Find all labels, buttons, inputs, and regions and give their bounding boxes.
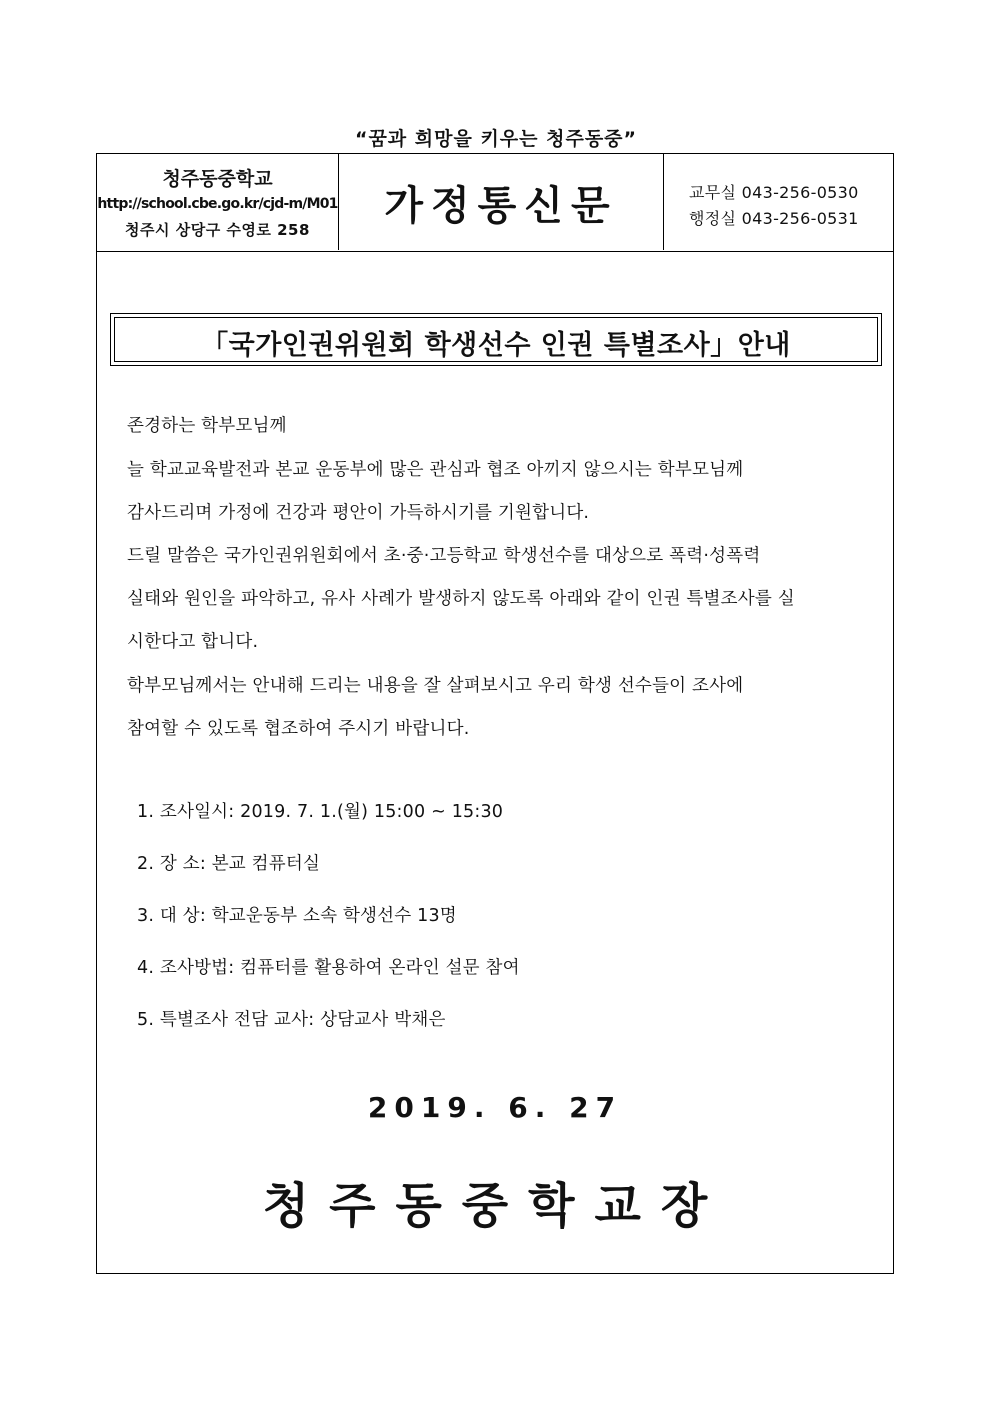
school-name: 청주동중학교 [162, 168, 273, 190]
contact-admin-office [689, 206, 859, 229]
body-line: 학부모님께서는 안내해 드리는 내용을 잘 살펴보시고 우리 학생 선수들이 조사에 [127, 676, 744, 696]
issue-date: 2019. 6. 27 [367, 1091, 623, 1124]
subject-box [110, 313, 882, 366]
greeting: 존경하는 학부모님께 [127, 416, 287, 436]
detail-item: 5. 특별조사 전담 교사: 상담교사 박채은 [137, 1010, 446, 1030]
body-line: 참여할 수 있도록 협조하여 주시기 바랍니다. [127, 719, 470, 739]
newsletter-header [97, 154, 893, 252]
contact-label: 교무실 [689, 183, 737, 202]
contact-phone: 043-256-0531 [741, 209, 859, 228]
detail-item: 2. 장 소: 본교 컴퓨터실 [137, 854, 321, 874]
detail-item: 3. 대 상: 학교운동부 소속 학생선수 13명 [137, 906, 457, 926]
body-line: 실태와 원인을 파악하고, 유사 사례가 발생하지 않도록 아래와 같이 인권 특별조사를 실 [127, 589, 795, 609]
newsletter-title-box [339, 154, 664, 250]
school-info-box [97, 154, 339, 250]
newsletter-title: 가정통신문 [384, 183, 618, 229]
body-line: 늘 학교교육발전과 본교 운동부에 많은 관심과 협조 아끼지 않으시는 학부모님께 [127, 460, 744, 480]
detail-item: 1. 조사일시: 2019. 7. 1.(월) 15:00 ~ 15:30 [137, 802, 504, 822]
school-url[interactable]: http://school.cbe.go.kr/cjd-m/M01 [97, 196, 338, 212]
school-address: 청주시 상당구 수영로 258 [125, 221, 310, 239]
newsletter-frame [96, 153, 894, 1274]
subject-title: 「국가인권위원회 학생선수 인권 특별조사」안내 [201, 330, 791, 361]
contact-academic-office [689, 180, 859, 203]
contact-phone: 043-256-0530 [741, 183, 859, 202]
body-line: 드릴 말씀은 국가인권위원회에서 초·중·고등학교 학생선수를 대상으로 폭력·성폭력 [127, 546, 761, 566]
contact-box [664, 154, 893, 250]
school-slogan: “꿈과 희망을 키우는 청주동중” [354, 128, 638, 150]
detail-item: 4. 조사방법: 컴퓨터를 활용하여 온라인 설문 참여 [137, 958, 520, 978]
body-line: 시한다고 합니다. [127, 632, 259, 652]
contact-label: 행정실 [689, 209, 737, 228]
body-line: 감사드리며 가정에 건강과 평안이 가득하시기를 기원합니다. [127, 503, 590, 523]
principal-signature: 청주동중학교장 [262, 1178, 728, 1234]
